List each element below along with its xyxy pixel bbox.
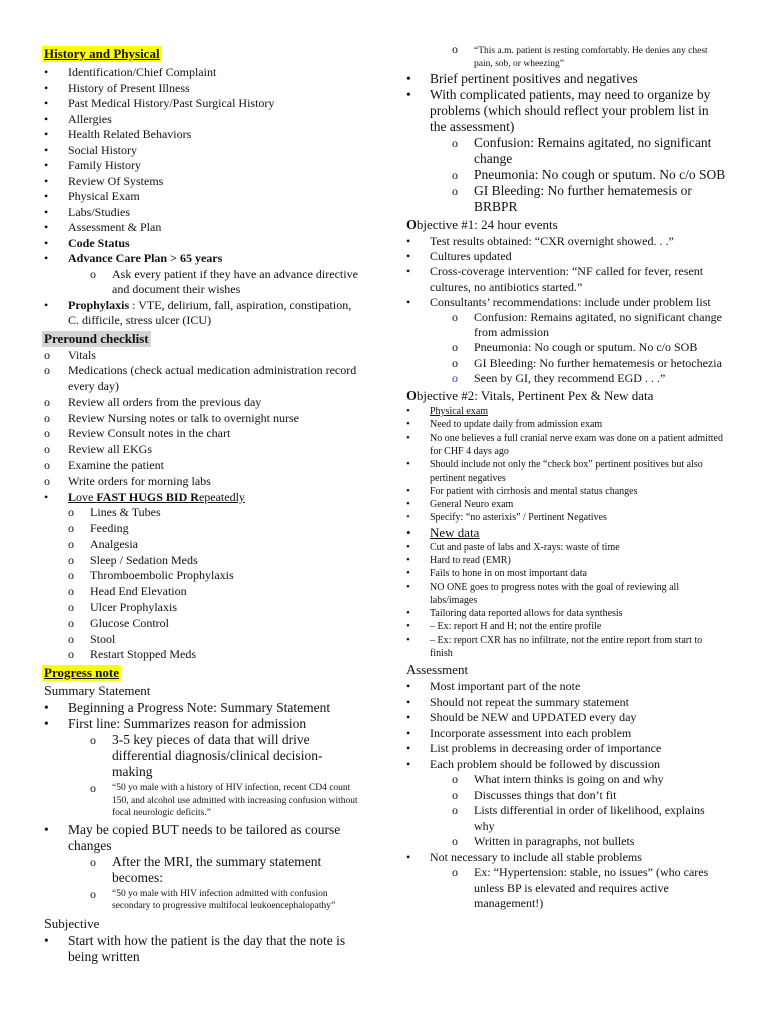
list-item: • Cultures updated (406, 249, 512, 264)
list-item: o GI Bleeding: No further hematemesis or BRBPR (452, 183, 692, 214)
assessment-sub-2: o Ex: “Hypertension: stable, no issues” (who cares unless BP is elevated and requires active management!) (452, 865, 709, 911)
circle-bullet-icon: o (68, 599, 74, 614)
list-item: o Written in paragraphs, not bullets (452, 834, 635, 849)
bullet-icon: • (406, 849, 411, 864)
bullet-icon: • (406, 431, 410, 444)
list-item: • – Ex: report CXR has no infiltrate, not the entire report from start to finish (406, 633, 703, 660)
circle-bullet-icon: o (452, 355, 458, 370)
circle-bullet-icon: o (68, 520, 74, 535)
list-item: o Seen by GI, they recommend EGD . . .” (452, 370, 666, 385)
bullet-icon: • (406, 694, 411, 709)
circle-bullet-icon: o (452, 787, 458, 802)
list-item: • Should be NEW and UPDATED every day (406, 710, 637, 725)
circle-bullet-icon: o (44, 363, 50, 378)
list-item-code-status: • Code Status (44, 235, 130, 250)
circle-bullet-icon: o (452, 370, 458, 385)
bullet-icon: • (406, 756, 411, 771)
list-item: • Past Medical History/Past Surgical History (44, 96, 275, 110)
bullet-icon: • (406, 71, 411, 86)
circle-bullet-icon: o (452, 184, 458, 198)
preround-list (44, 348, 362, 490)
circle-bullet-icon: o (68, 552, 74, 567)
list-item: • General Neuro exam (406, 498, 514, 511)
list-item: o Sleep / Sedation Meds (68, 552, 198, 567)
assessment-heading: Assessment (406, 662, 469, 679)
circle-bullet-icon: o (68, 568, 74, 583)
subjective-list (406, 71, 726, 135)
list-item: o Write orders for morning labs (44, 473, 211, 488)
bullet-icon: • (406, 484, 410, 497)
progress-note-title: Progress note (44, 665, 119, 681)
bullet-icon: • (44, 96, 49, 110)
list-item: • Cut and paste of labs and X-rays: waste of time (406, 540, 620, 553)
circle-bullet-icon: o (44, 473, 50, 488)
circle-bullet-icon: o (68, 584, 74, 599)
list-item: • Consultants’ recommendations: include under problem list (406, 294, 711, 309)
bullet-icon: • (44, 189, 49, 203)
list-item: • List problems in decreasing order of importance (406, 741, 662, 756)
summary-list (44, 700, 362, 732)
bullet-icon: • (406, 234, 411, 248)
preround-title: Preround checklist (44, 330, 149, 346)
list-item: • Beginning a Progress Note: Summary Statement (44, 700, 331, 716)
list-item: o Review Consult notes in the chart (44, 426, 231, 441)
objective-2-list (406, 405, 726, 525)
list-item: • For patient with cirrhosis and mental status changes (406, 484, 638, 497)
list-item: o Confusion: Remains agitated, no significant change from admission (452, 310, 722, 340)
bullet-icon: • (44, 158, 49, 172)
list-item: • Brief pertinent positives and negatives (406, 71, 638, 86)
circle-bullet-icon: o (452, 136, 458, 150)
list-item: o Thromboembolic Prophylaxis (68, 568, 234, 583)
list-item: o What intern thinks is going on and why (452, 772, 664, 787)
list-item: • First line: Summarizes reason for admission (44, 716, 307, 732)
list-item: • Labs/Studies (44, 204, 130, 219)
bullet-icon: • (406, 418, 410, 431)
circle-bullet-icon: o (452, 310, 458, 325)
circle-bullet-icon: o (44, 426, 50, 441)
new-data-heading: • New data (406, 524, 480, 540)
bullet-icon: • (44, 235, 49, 250)
list-item: o GI Bleeding: No further hematemesis or hetochezia (452, 355, 722, 370)
bullet-icon: • (406, 498, 410, 511)
circle-bullet-icon: o (68, 505, 74, 520)
list-item: • Specify: “no asterixis” / Pertinent Negatives (406, 511, 607, 524)
list-item: o Medications (check actual medication administration record every day) (44, 363, 357, 394)
subjective-heading: Subjective (44, 915, 100, 932)
circle-bullet-icon: o (68, 647, 74, 662)
list-item: o Ulcer Prophylaxis (68, 599, 177, 614)
objective-2-heading: Objective #2: Vitals, Pertinent Pex & New data (406, 388, 654, 405)
bullet-icon: • (44, 297, 49, 312)
bullet-icon: • (44, 489, 49, 504)
circle-bullet-icon: o (44, 347, 50, 362)
list-item: o Analgesia (68, 536, 138, 551)
summary-sub-1: o 3-5 key pieces of data that will drive differential diagnosis/clinical decision-making (90, 732, 323, 780)
bullet-icon: • (406, 540, 410, 553)
circle-bullet-icon: o (44, 394, 50, 409)
bullet-icon: • (44, 80, 49, 95)
bullet-icon: • (406, 405, 410, 418)
circle-bullet-icon: o (90, 781, 96, 796)
bullet-icon: • (44, 251, 49, 265)
bullet-icon: • (406, 725, 411, 740)
bullet-icon: • (406, 249, 411, 264)
circle-bullet-icon: o (44, 458, 50, 473)
list-item: o Lists differential in order of likelihood, explains why (452, 803, 705, 833)
list-item-fasthugs: • Love FAST HUGS BID Repeatedly (44, 489, 245, 504)
list-item: • Family History (44, 158, 142, 172)
objective-1-sub-list (406, 310, 726, 386)
list-item: • History of Present Illness (44, 80, 190, 95)
circle-bullet-icon: o (452, 340, 458, 355)
bullet-icon: • (406, 524, 411, 540)
list-item: • Each problem should be followed by discussion (406, 756, 660, 771)
right-column (406, 42, 726, 912)
bullet-icon: • (406, 87, 411, 102)
bullet-icon: • (44, 127, 49, 141)
list-item: • NO ONE goes to progress notes with the goal of reviewing all labs/images (406, 580, 680, 606)
list-item: • Most important part of the note (406, 679, 581, 694)
hp-list (44, 65, 362, 236)
subjective-problem-list (406, 135, 726, 215)
list-item: o Glucose Control (68, 615, 169, 630)
list-item: • With complicated patients, may need to organize by problems (which should reflect your problem list in the assessment) (406, 87, 711, 134)
bullet-icon: • (406, 741, 411, 756)
assessment-item-7: • Not necessary to include all stable problems (406, 849, 642, 864)
list-item: o Head End Elevation (68, 584, 187, 599)
list-item: o Feeding (68, 520, 129, 535)
list-item: • – Ex: report H and H; not the entire profile (406, 620, 602, 633)
bullet-icon: • (406, 679, 411, 694)
summary-sub-3: o After the MRI, the summary statement becomes: (90, 853, 322, 885)
bullet-icon: • (44, 111, 49, 126)
bullet-icon: • (44, 204, 49, 219)
bullet-icon: • (44, 821, 49, 837)
circle-bullet-icon: o (68, 536, 74, 551)
list-item: o Discusses things that don’t fit (452, 787, 617, 802)
list-item: o Review all orders from the previous day (44, 394, 262, 409)
circle-bullet-icon: o (452, 42, 458, 56)
bullet-icon: • (406, 620, 410, 633)
objective-1-heading: Objective #1: 24 hour events (406, 217, 558, 233)
list-item: o Vitals (44, 347, 96, 362)
list-item: o Pneumonia: No cough or sputum. No c/o SOB (452, 340, 698, 355)
bullet-icon: • (406, 554, 410, 566)
circle-bullet-icon: o (44, 442, 50, 457)
circle-bullet-icon: o (452, 865, 458, 880)
list-item-prophylaxis: • Prophylaxis : VTE, delirium, fall, aspiration, constipation, C. difficile, stress ulcer (ICU) (44, 297, 352, 327)
list-item: • Hard to read (EMR) (406, 554, 511, 566)
bullet-icon: • (406, 607, 410, 620)
subjective-quote: o “This a.m. patient is resting comfortably. He denies any chest pain, sob, or wheezing” (452, 42, 708, 69)
list-item: • Health Related Behaviors (44, 127, 192, 141)
list-item: o Examine the patient (44, 458, 164, 473)
bullet-icon: • (406, 264, 411, 279)
list-item: • Should include not only the “check box” pertinent positives but also pertinent negatives (406, 458, 703, 484)
bullet-icon: • (44, 700, 49, 716)
left-column (44, 45, 362, 965)
list-item: • Physical Exam (44, 189, 140, 203)
list-item: • Tailoring data reported allows for data synthesis (406, 607, 623, 620)
bullet-icon: • (406, 710, 411, 725)
list-item: o Confusion: Remains agitated, no significant change (452, 135, 712, 166)
bullet-icon: • (44, 65, 49, 79)
list-item: o Restart Stopped Meds (68, 647, 196, 662)
list-item: • Review Of Systems (44, 173, 164, 188)
bullet-icon: • (44, 716, 49, 732)
list-item: • Cross-coverage intervention: “NF called for fever, resent cultures, no antibiotics started.” (406, 264, 704, 294)
bullet-icon: • (406, 294, 411, 309)
list-item: o Pneumonia: No cough or sputum. No c/o SOB (452, 167, 726, 182)
list-item: o Lines & Tubes (68, 505, 161, 520)
fasthugs-list (44, 505, 362, 663)
summary-sub-4: o “50 yo male with HIV infection admitted with confusion secondary to progressive multifocal leukoencephalopathy” (90, 886, 336, 912)
list-item: • Need to update daily from admission exam (406, 418, 603, 431)
new-data-list (406, 541, 726, 661)
list-item: • No one believes a full cranial nerve exam was done on a patient admitted for CHF 4 days ago (406, 431, 723, 457)
circle-bullet-icon: o (452, 834, 458, 849)
circle-bullet-icon: o (68, 631, 74, 646)
summary-item-3: • May be copied BUT needs to be tailored as course changes (44, 821, 341, 853)
list-item: • Incorporate assessment into each problem (406, 725, 632, 740)
circle-bullet-icon: o (90, 854, 96, 869)
list-item: o Stool (68, 631, 116, 646)
list-item: • Fails to hone in on most important data (406, 567, 587, 580)
list-item: • Should not repeat the summary statement (406, 694, 629, 709)
circle-bullet-icon: o (68, 615, 74, 630)
assessment-list (406, 679, 726, 772)
assessment-sub-list (406, 772, 726, 850)
circle-bullet-icon: o (90, 733, 96, 748)
list-item: o Review all EKGs (44, 442, 152, 457)
bullet-icon: • (44, 142, 49, 157)
list-item: • Test results obtained: “CXR overnight showed. . .” (406, 234, 674, 248)
list-item-acp: • Advance Care Plan > 65 years (44, 251, 223, 265)
list-item: • Identification/Chief Complaint (44, 65, 217, 79)
bullet-icon: • (44, 932, 49, 948)
objective-1-list (406, 234, 726, 310)
summary-heading: Summary Statement (44, 683, 151, 700)
circle-bullet-icon: o (452, 803, 458, 818)
circle-bullet-icon: o (452, 772, 458, 787)
list-item: • Allergies (44, 111, 112, 126)
circle-bullet-icon: o (452, 168, 458, 182)
list-item: • Social History (44, 142, 137, 157)
list-item: o Review Nursing notes or talk to overnight nurse (44, 410, 299, 425)
list-item: • Physical exam (406, 405, 489, 418)
summary-sub-2: o “50 yo male with a history of HIV infection, recent CD4 count 150, and alcohol use admitted with increasing confusion without focal neurologic deficits.” (90, 781, 358, 819)
bullet-icon: • (406, 511, 410, 524)
list-item: • Assessment & Plan (44, 220, 162, 234)
bullet-icon: • (44, 220, 49, 234)
bullet-icon: • (44, 173, 49, 188)
bullet-icon: • (406, 567, 410, 580)
circle-bullet-icon: o (44, 410, 50, 425)
list-item-acp-sub: o Ask every patient if they have an advance directive and document their wishes (90, 266, 358, 296)
circle-bullet-icon: o (90, 266, 96, 281)
hp-title: History and Physical (44, 46, 160, 61)
bullet-icon: • (406, 580, 410, 593)
subjective-item: • Start with how the patient is the day that the note is being written (44, 932, 346, 964)
circle-bullet-icon: o (90, 886, 96, 901)
bullet-icon: • (406, 458, 410, 471)
bullet-icon: • (406, 633, 410, 646)
